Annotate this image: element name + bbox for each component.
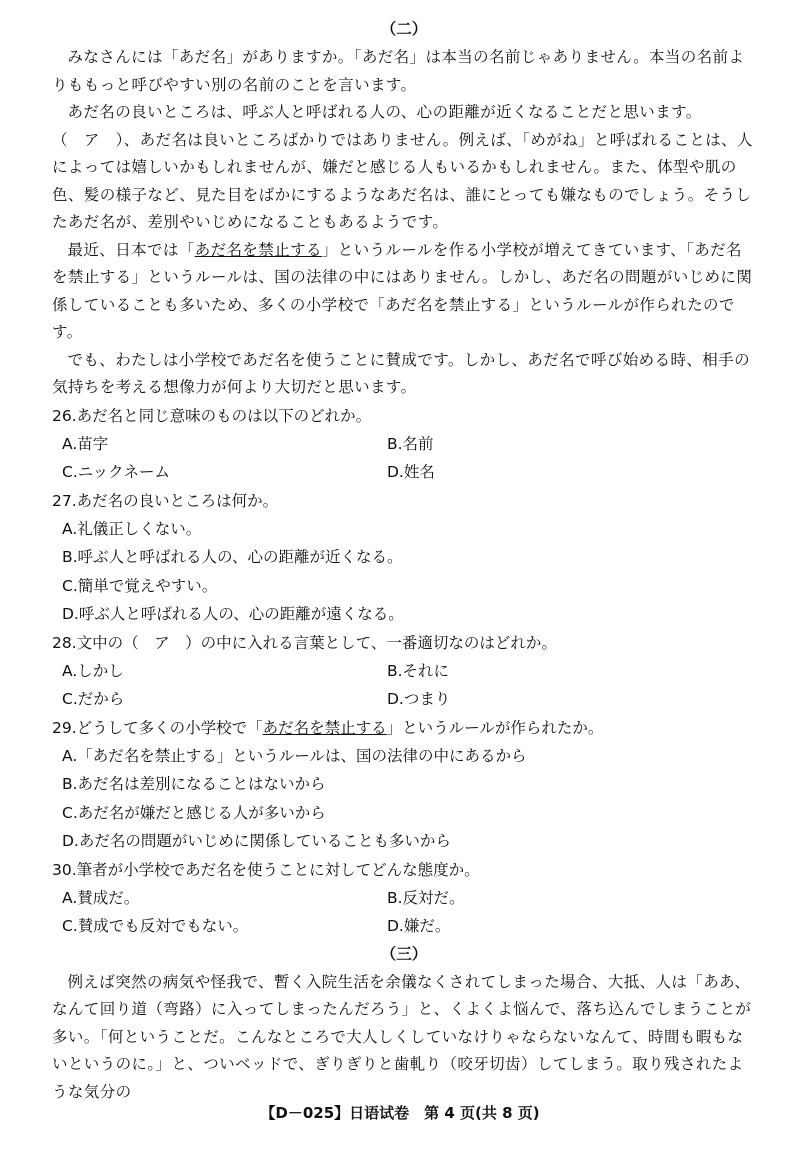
question-28 [52,629,756,714]
question-30 [52,856,756,941]
question-29 [52,714,756,856]
passage-2 [52,44,756,402]
question-stem: 30.筆者が小学校であだ名を使うことに対してどんな態度か。 [52,860,480,879]
text: 最近、日本では「 [67,240,195,259]
passage-3 [52,969,756,1107]
option-d[interactable]: D.つまり [387,690,451,708]
option-a[interactable]: A.賛成だ。 [62,888,140,907]
option-d[interactable]: D.あだ名の問題がいじめに関係していることも多いから [62,832,451,850]
option-a[interactable]: A.礼儀正しくない。 [62,519,202,538]
question-27 [52,487,756,629]
option-a[interactable]: A.苗字 [62,434,109,453]
text: 」というルールが作られたか。 [386,718,604,737]
option-b[interactable]: B.呼ぶ人と呼ばれる人の、心の距離が近くなる。 [62,548,403,566]
option-d[interactable]: D.姓名 [387,463,435,481]
option-b[interactable]: B.名前 [387,434,434,453]
question-stem: 26.あだ名と同じ意味のものは以下のどれか。 [52,406,372,425]
underlined-phrase: あだ名を禁止する [194,240,322,259]
option-d[interactable]: D.嫌だ。 [387,917,451,935]
section-2-title: （二） [380,20,428,38]
paragraph: （ ア ）、あだ名は良いところばかりではありません。例えば、「めがね」と呼ばれることは、人によっては嬉しいかもしれませんが、嫌だと感じる人もいるかもしれません。また、体型や肌の色、髪の様子など、見た目をばかにするようなあだ名は、誰にとっても嫌なものでしょう。そうしたあだ名が、差別やいじめになることもあるようです。 [52,130,753,231]
option-a[interactable]: A.「あだ名を禁止する」というルールは、国の法律の中にあるから [62,746,527,765]
option-b[interactable]: B.反対だ。 [387,888,465,907]
paragraph: 例えば突然の病気や怪我で、暫く入院生活を余儀なくされてしまった場合、大抵、人は「ああ、なんて回り道（弯路）に入ってしまったんだろう」と、くよくよ悩んで、落ち込んでしまうことが多い。「何ということだ。こんなところで大人しくしていなけりゃならないなんて、時間も暇もないというのに。」と、ついベッドで、ぎりぎりと歯軋り（咬牙切齿）してしまう。取り残されたような気分の [52,972,752,1101]
option-c[interactable]: C.だから [62,690,125,708]
question-stem: 28.文中の（ ア ）の中に入れる言葉として、一番適切なのはどれか。 [52,633,557,652]
option-c[interactable]: C.ニックネーム [62,463,170,481]
option-a[interactable]: A.しかし [62,661,124,680]
paragraph: あだ名の良いところは、呼ぶ人と呼ばれる人の、心の距離が近くなることだと思います。 [67,103,702,121]
paragraph: でも、わたしは小学校であだ名を使うことに賛成です。しかし、あだ名で呼び始める時、相手の気持ちを考える想像力が何より大切だと思います。 [52,350,750,396]
exam-page [0,18,800,1151]
option-c[interactable]: C.簡単で覚えやすい。 [62,576,218,595]
option-d[interactable]: D.呼ぶ人と呼ばれる人の、心の距離が遠くなる。 [62,605,404,623]
option-b[interactable]: B.あだ名は差別になることはないから [62,775,326,793]
page-footer: 【D－025】日语试卷 第 4 页(共 8 页) [260,1104,540,1122]
paragraph: みなさんには「あだ名」がありますか。「あだ名」は本当の名前じゃありません。本当の名前よりももっと呼びやすい別の名前のことを言います。 [52,48,745,94]
option-b[interactable]: B.それに [387,661,450,680]
paragraph [52,237,756,347]
text: 29.どうして多くの小学校で「 [52,718,263,737]
underlined-phrase: あだ名を禁止する [262,718,387,737]
question-stem: 27.あだ名の良いところは何か。 [52,491,279,510]
question-26 [52,402,756,487]
option-c[interactable]: C.あだ名が嫌だと感じる人が多いから [62,803,326,822]
question-stem [52,714,756,742]
option-c[interactable]: C.賛成でも反対でもない。 [62,917,249,935]
section-3-title: （三） [380,944,428,963]
text: 」というルールを作る小学校が増えてきています、「あだ名を禁止する」というルールは、国の法律の中にはありません。しかし、あだ名の問題がいじめに関係していることも多いため、多くの小学校で「あだ名を禁止する」というルールが作られたのです。 [52,240,753,341]
